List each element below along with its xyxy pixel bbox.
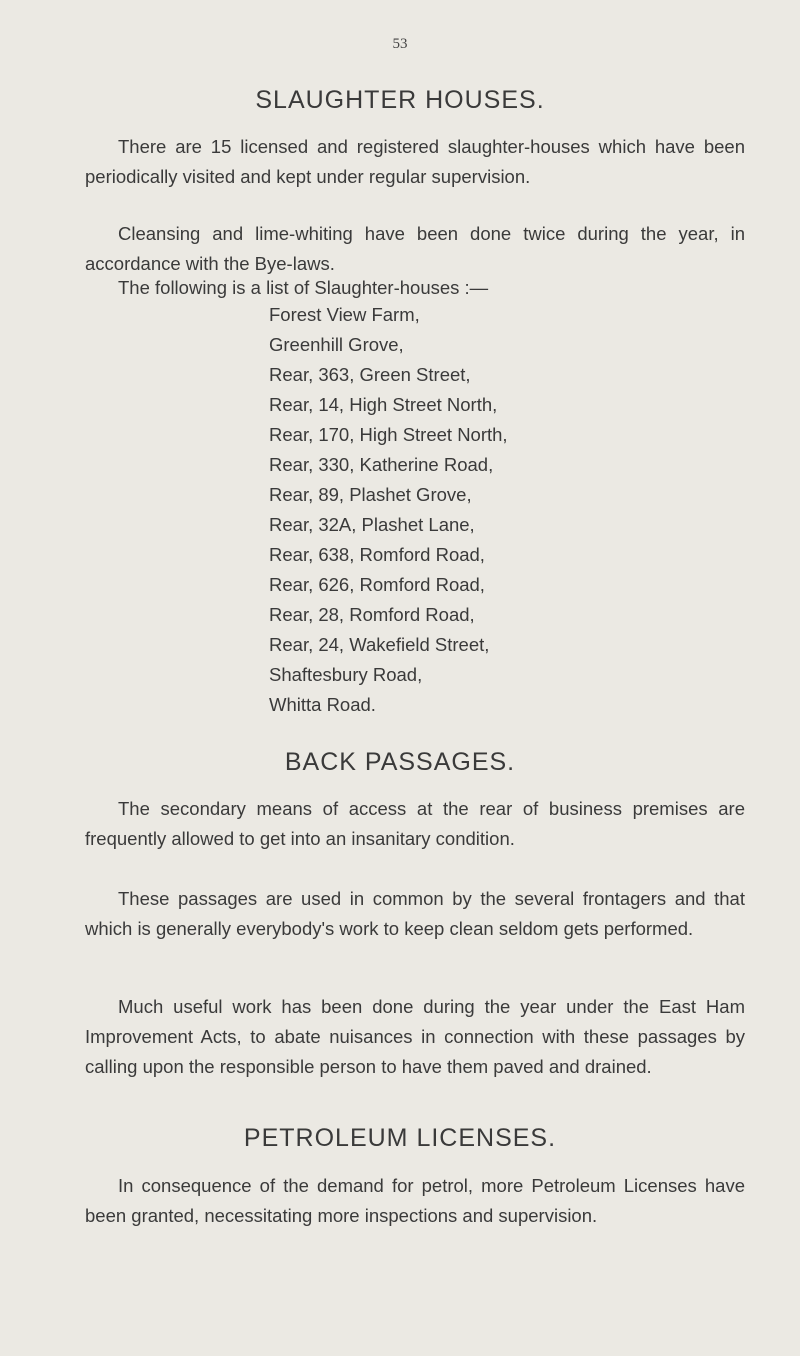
list-item: Rear, 363, Green Street, (269, 364, 471, 385)
list-item: Rear, 330, Katherine Road, (269, 454, 494, 475)
slaughter-houses-paragraph-1: There are 15 licensed and registered slaughter-houses which have been periodically visited and kept under regular supervision. (85, 136, 745, 187)
list-item: Shaftesbury Road, (269, 664, 423, 685)
petroleum-licenses-paragraph-1: In consequence of the demand for petrol, more Petroleum Licenses have been granted, necessitating more inspections and supervision. (85, 1175, 745, 1226)
back-passages-paragraph-1: The secondary means of access at the rear of business premises are frequently allowed to get into an insanitary condition. (85, 798, 745, 849)
slaughter-houses-list-intro: The following is a list of Slaughter-houses :— (118, 277, 489, 298)
list-item: Rear, 14, High Street North, (269, 394, 498, 415)
list-item: Whitta Road. (269, 694, 376, 715)
list-item: Rear, 32A, Plashet Lane, (269, 514, 475, 535)
list-item: Rear, 28, Romford Road, (269, 604, 475, 625)
list-item: Greenhill Grove, (269, 334, 404, 355)
slaughter-houses-paragraph-2: Cleansing and lime-whiting have been done twice during the year, in accordance with the Bye-laws. (85, 223, 745, 274)
slaughter-houses-list (269, 300, 508, 720)
list-item: Rear, 626, Romford Road, (269, 574, 485, 595)
petroleum-licenses-heading: PETROLEUM LICENSES. (243, 1124, 557, 1152)
list-item: Forest View Farm, (269, 304, 420, 325)
back-passages-paragraph-3: Much useful work has been done during the year under the East Ham Improvement Acts, to abate nuisances in connection with these passages by calling upon the responsible person to have them paved and drained. (85, 996, 745, 1077)
list-item: Rear, 89, Plashet Grove, (269, 484, 472, 505)
back-passages-paragraph-2: These passages are used in common by the several frontagers and that which is generally everybody's work to keep clean seldom gets performed. (85, 888, 745, 939)
list-item: Rear, 24, Wakefield Street, (269, 634, 490, 655)
slaughter-houses-heading: SLAUGHTER HOUSES. (255, 86, 545, 114)
list-item: Rear, 638, Romford Road, (269, 544, 485, 565)
back-passages-heading: BACK PASSAGES. (284, 748, 516, 776)
page-number: 53 (392, 36, 408, 52)
list-item: Rear, 170, High Street North, (269, 424, 508, 445)
